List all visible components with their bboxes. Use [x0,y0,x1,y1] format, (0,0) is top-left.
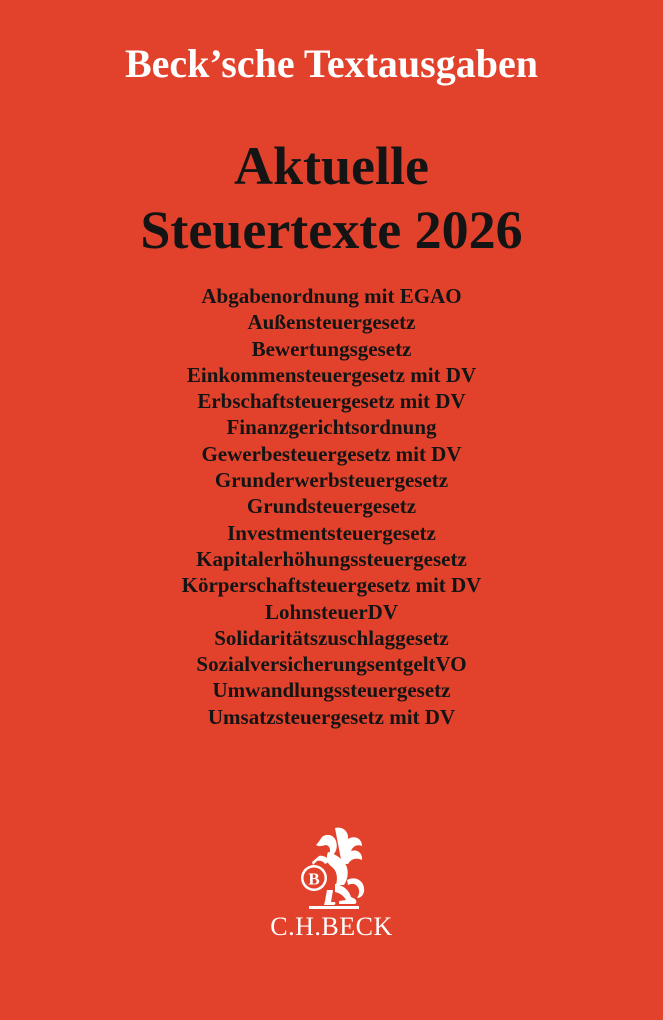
contents-item: Erbschaftsteuergesetz mit DV [197,389,466,414]
book-title-line-2: Steuertexte 2026 [140,200,523,260]
contents-item: Grunderwerbsteuergesetz [214,468,449,493]
contents-item: Gewerbesteuergesetz mit DV [201,441,462,466]
contents-list [0,283,663,730]
contents-item: Finanzgerichtsordnung [226,415,437,440]
book-title [0,134,663,262]
series-title: Beck’sche Textausgaben [124,41,538,86]
contents-item: Abgabenordnung mit EGAO [201,284,462,308]
book-title-line-1: Aktuelle [234,136,429,196]
contents-item: Körperschaftsteuergesetz mit DV [181,573,482,598]
contents-item: Grundsteuergesetz [246,494,417,519]
contents-item: Umwandlungssteuergesetz [212,678,451,703]
contents-item: Außensteuergesetz [247,310,416,335]
contents-item: Umsatzsteuergesetz mit DV [207,704,456,729]
contents-item: Kapitalerhöhungssteuergesetz [196,546,467,571]
contents-item: Solidaritätszuschlaggesetz [214,625,449,650]
publisher-name: C.H.BECK [270,912,393,941]
griffin-logo-icon [291,824,373,916]
contents-item: Investmentsteuergesetz [227,520,436,545]
logo-letter: B [308,869,320,889]
contents-item: Einkommensteuergesetz mit DV [186,362,477,387]
contents-item: LohnsteuerDV [264,599,398,624]
contents-item: SozialversicherungsentgeltVO [196,652,467,677]
contents-item: Bewertungsgesetz [251,336,412,361]
